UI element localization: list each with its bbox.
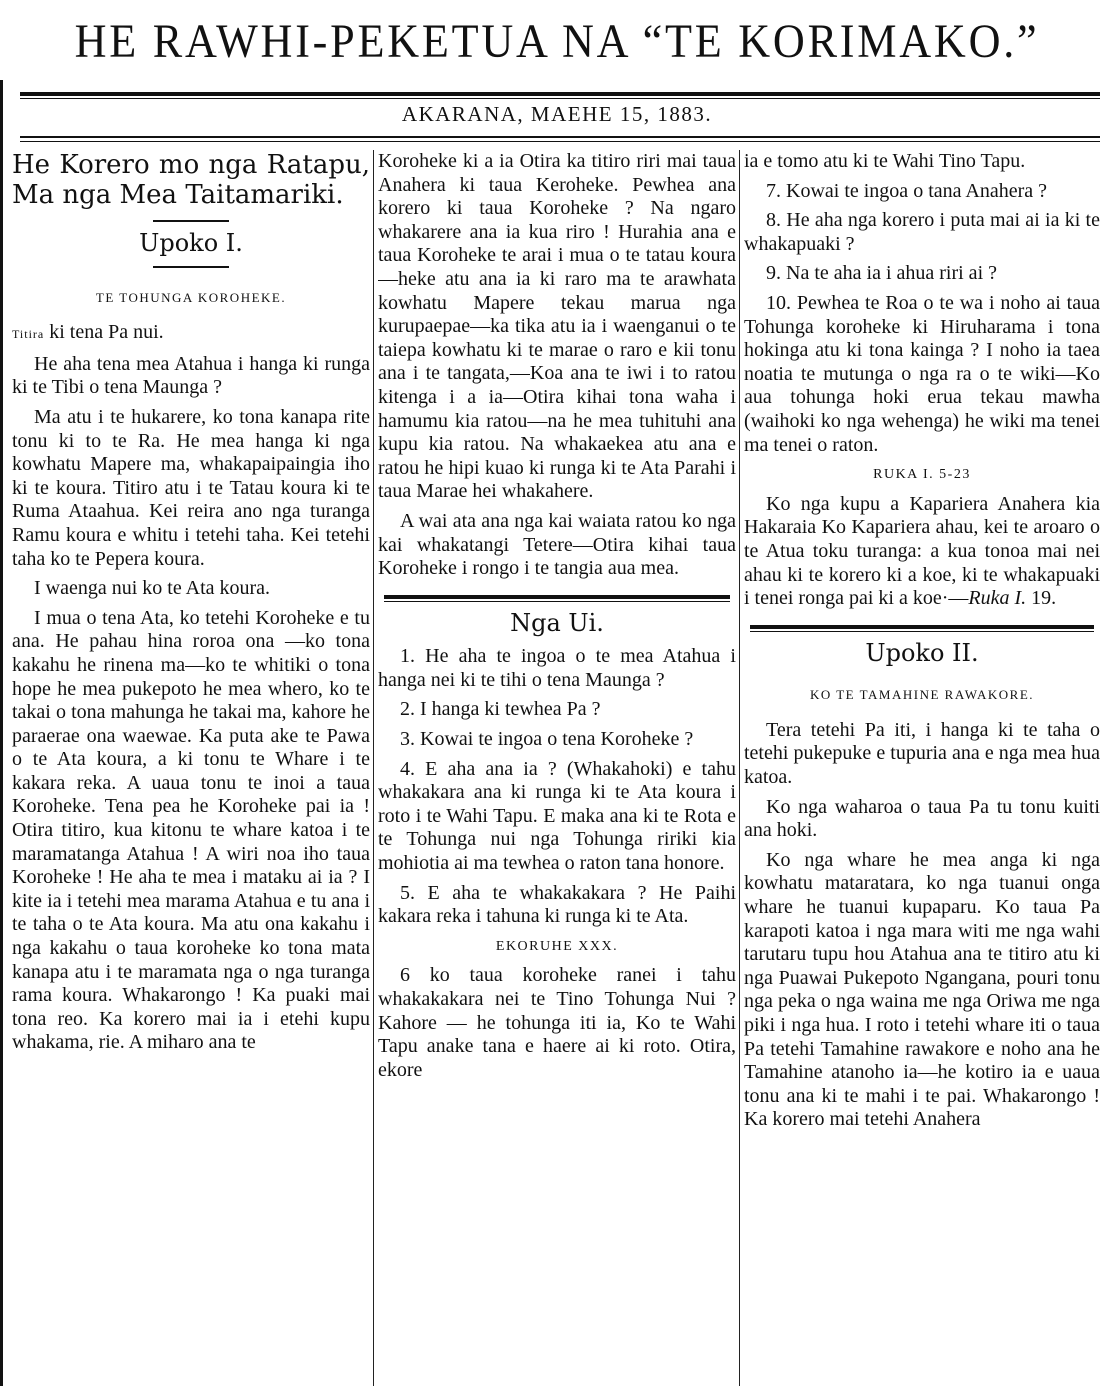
paragraph: Tera tetehi Pa iti, i hanga ki te taha o tetehi pukepuke e tupuria ana e nga mea hua katoa. bbox=[744, 718, 1100, 789]
title-rule-thin bbox=[20, 98, 1100, 99]
section-rule-thin bbox=[384, 601, 730, 602]
scripture-reference: RUKA I. 5-23 bbox=[873, 467, 971, 483]
paragraph: ia e tomo atu ki te Wahi Tino Tapu. bbox=[744, 150, 1026, 172]
column-1 bbox=[12, 150, 370, 1386]
question: 2. I hanga ki tewhea Pa ? bbox=[400, 698, 601, 721]
chapter-rule bbox=[153, 266, 229, 268]
section-subheading: KO TE TAMAHINE RAWAKORE. bbox=[809, 687, 1035, 703]
chapter-heading: Upoko I. bbox=[139, 229, 243, 257]
dateline-rule-thick bbox=[20, 136, 1100, 138]
drop-word: Titira bbox=[12, 327, 45, 342]
paragraph: I waenga nui ko te Ata koura. bbox=[34, 577, 271, 600]
column-3 bbox=[744, 150, 1100, 1386]
section-rule-thin bbox=[750, 631, 1094, 632]
question: 5. E aha te whakakakara ? He Paihi kakara reka i tahuna ki runga ki te Ata. bbox=[378, 881, 736, 928]
title-rule-thick bbox=[20, 92, 1100, 96]
question: 3. Kowai te ingoa o tena Koroheke ? bbox=[400, 728, 694, 751]
question: 7. Kowai te ingoa o tana Anahera ? bbox=[766, 179, 1048, 202]
dateline: AKARANA, MAEHE 15, 1883. bbox=[401, 102, 713, 126]
question: 1. He aha te ingoa o te mea Atahua i hanga nei ki te tihi o tena Maunga ? bbox=[378, 645, 736, 691]
paragraph: Titira ki tena Pa nui. bbox=[12, 321, 164, 344]
paragraph: Ko nga kupu a Kapariera Anahera kia Hakaraia Ko Kapariera ahau, kei te aroaro o te Atua toku turanga: a kua tonoa mai nei ahau ki te korero ki a koe, ki te whakapuaki i tenei ronga pai ki a koe·—Ruka I. 19. bbox=[744, 492, 1100, 610]
paragraph: Ma atu i te hukarere, ko tona kanapa rite tonu ki to te Ra. He mea hanga ki nga kowhatu Mapere ma, whakapaipaingia iho ki te koura. Titiro atu i te Tatau koura ki te Ruma Ataahua. Kei reira ano nga turanga Ramu koura e whitu i tetehi taha. Kei tetehi taha ko te Pepera koura. bbox=[12, 405, 370, 570]
column-divider-2 bbox=[739, 150, 740, 1386]
newspaper-title: HE RAWHI-PEKETUA NA “TE KORIMAKO.” bbox=[74, 15, 1040, 68]
paragraph: Ko nga waharoa o taua Pa tu tonu kuiti ana hoki. bbox=[744, 795, 1100, 842]
masthead bbox=[0, 0, 1114, 82]
questions-heading: Nga Ui. bbox=[510, 608, 604, 637]
page-left-edge bbox=[0, 80, 3, 1386]
paragraph: Koroheke ki a ia Otira ka titiro riri mai taua Anahera ki taua Keroheke. Pewhea ana korero ki taua Koroheke ? Na ngaro whakarere ana ia kua riro ! Hurahia ana e taua Koroheke te arai i mua o te tatau koura—heke atu ana ia ki raro ma te arawhata kowhatu Mapere tekau marua nga kurupaepae—ka tika atu ia i waenganui o te taiepa kowhatu ki te marae o raro e kii tonu ana i te tangata,—Koa ana te iwi i to ratou kitenga i a ia—Otira kihai tona waha i hamumu kia ratou—na he mea tuhituhi ana kupu kia ratou. Na whakaekea atu ana e ratou he hipi kuao ki runga ki te Ata Parahi i taua Marae hei whakahere. bbox=[378, 150, 736, 503]
chapter-heading: Upoko II. bbox=[865, 638, 979, 667]
dateline-rule-thin bbox=[20, 141, 1100, 142]
paragraph: A wai ata ana nga kai waiata ratou ko nga kai whakatangi Tetere—Otira kihai taua Koroheke i rongo i te tangia aua mea. bbox=[378, 509, 736, 580]
article-heading: He Korero mo nga Ratapu, Ma nga Mea Taitamariki. bbox=[12, 150, 370, 210]
section-subheading: TE TOHUNGA KOROHEKE. bbox=[95, 289, 287, 305]
paragraph: Ko nga whare he mea anga ki nga kowhatu mataratara, ko nga tuanui onga whare he tuanui kupaparu. Ko taua Pa karapoti katoa i nga mara witi me nga wahi tarutaru tupu hou Atahua ana te titiro atu ki nga Puawai Pukepoto Ngangana, pouri tonu nga peka o nga waina me nga Oriwa me nga piki i nga hua. I roto i tetehi whare iti o taua Pa tetehi Tamahine rawakore e noho ana he Tamahine atanoho ia—he kotiro ia e uaua tonu ana ki te mahi i te pai. Whakarongo ! Ka korero mai tetehi Anahera bbox=[744, 848, 1100, 1131]
question: 10. Pewhea te Roa o te wa i noho ai taua Tohunga koroheke ki Hiruharama i tona hokinga atu ki tona kainga ? I noho ia taea noatia te mutunga o nga ra o te wiki—Ko aua tohunga hoki erua tekau mawha (waihoki ko nga wehenga) he wiki ma tenei ma tenei o raton. bbox=[744, 291, 1100, 456]
column-divider-1 bbox=[373, 150, 374, 1386]
scripture-reference: EKORUHE XXX. bbox=[495, 938, 619, 954]
question: 6 ko taua koroheke ranei i tahu whakakakara nei te Tino Tohunga Nui ? Kahore — he tohunga iti ia, Ko te Wahi Tapu anake tana e haere ai ki roto. Otira, ekore bbox=[378, 964, 736, 1081]
column-2 bbox=[378, 150, 736, 1386]
citation: Ruka I. bbox=[968, 587, 1027, 610]
question: 8. He aha nga korero i puta mai ai ia ki te whakapuaki ? bbox=[744, 209, 1100, 255]
paragraph: He aha tena mea Atahua i hanga ki runga ki te Tibi o tena Maunga ? bbox=[12, 352, 370, 399]
question: 9. Na te aha ia i ahua riri ai ? bbox=[766, 262, 997, 285]
section-rule-thick bbox=[384, 595, 730, 599]
section-rule-thick bbox=[750, 625, 1094, 629]
question: 4. E aha ana ia ? (Whakahoki) e tahu whakakara ana ki runga ki te Ata koura i roto i te Wahi Tapu. E maka ana ki te Rota e te Tohunga nui nga Tohunga ririki kia mohiotia ai ma tewhea o raton tana honore. bbox=[378, 757, 736, 875]
paragraph: I mua o tena Ata, ko tetehi Koroheke e tu ana. He pahau hina roroa ona —ko tona kakahu he rinena ma—ko te whitiki o tona hope he mea pukepoto he mea whero, ko te takai o tona mahunga he takai ma, kahore he paraerae ona waewae. Ka puta ake te Pawa o te Ata koura, a ki tonu te Whare i te kakara reka. A uaua tonu te inoi a taua Koroheke. Tena pea he Koroheke pai ia ! Otira titiro, kua kitonu te whare katoa i te maramatanga Atahua ! A wiri noa iho taua Koroheke ! He aha te mea i mataku ai ia ? I kite ia i tetehi mea marama Atahua e tu ana i te taha o te Ata koura. Ma atu ona kakahu i nga kakahu o taua koroheke ko tona mata kanapa atu i te maramata nga o nga turanga rama koura. Whakarongo ! Ka puaki mai tona reo. Ka korero mai ia i etehi kupu whakama, rie. A miharo ana te bbox=[12, 606, 370, 1054]
heading-rule bbox=[153, 220, 229, 222]
